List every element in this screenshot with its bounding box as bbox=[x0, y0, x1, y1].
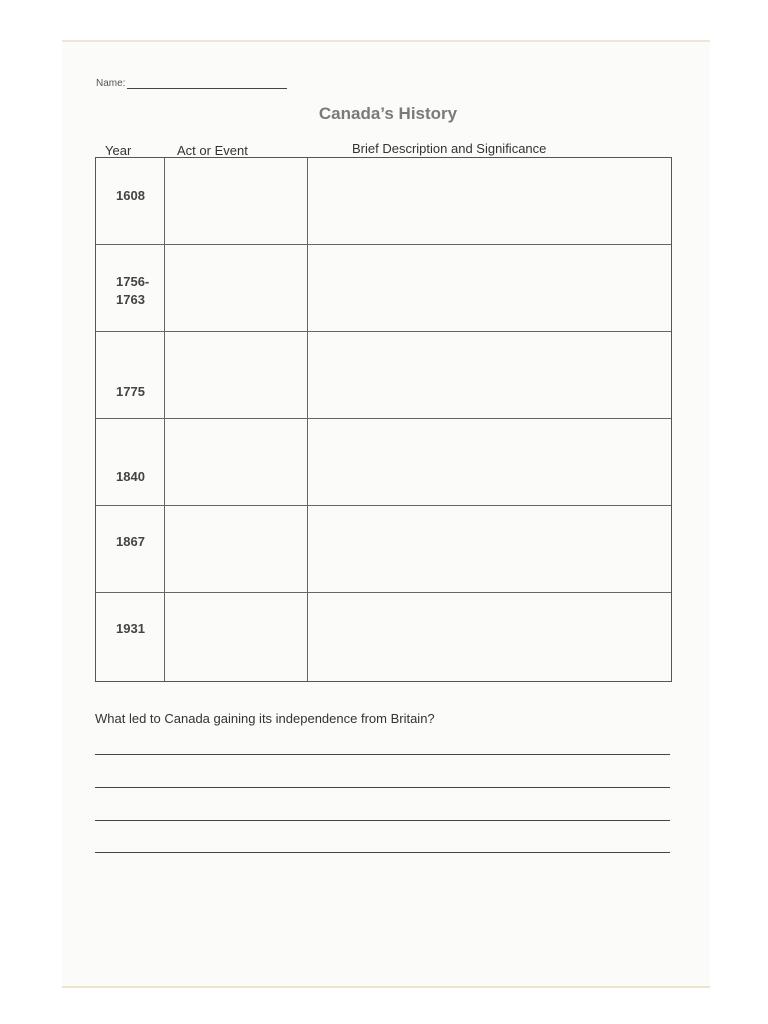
history-table bbox=[95, 157, 672, 682]
header-description: Brief Description and Significance bbox=[352, 141, 547, 156]
year-cell: 1775 bbox=[116, 384, 145, 399]
year-cell: 1756- 1763 bbox=[116, 274, 150, 307]
table-row bbox=[96, 332, 671, 419]
act-cell[interactable] bbox=[165, 158, 307, 244]
name-field-line[interactable] bbox=[127, 76, 287, 89]
table-row bbox=[96, 158, 671, 245]
act-cell[interactable] bbox=[165, 332, 307, 418]
page-title: Canada’s History bbox=[318, 104, 458, 123]
year-cell: 1931 bbox=[116, 621, 145, 636]
description-cell[interactable] bbox=[308, 245, 671, 331]
answer-line[interactable] bbox=[95, 820, 670, 821]
act-cell[interactable] bbox=[165, 506, 307, 592]
description-cell[interactable] bbox=[308, 506, 671, 592]
description-cell[interactable] bbox=[308, 419, 671, 505]
table-row bbox=[96, 419, 671, 506]
question-text: What led to Canada gaining its independence from Britain? bbox=[95, 711, 435, 726]
table-row bbox=[96, 506, 671, 593]
year-cell: 1867 bbox=[116, 534, 145, 549]
header-year: Year bbox=[105, 143, 132, 158]
name-row bbox=[96, 76, 287, 89]
act-cell[interactable] bbox=[165, 593, 307, 679]
description-cell[interactable] bbox=[308, 158, 671, 244]
answer-line[interactable] bbox=[95, 852, 670, 853]
year-cell: 1608 bbox=[116, 188, 145, 203]
table-row bbox=[96, 593, 671, 680]
answer-line[interactable] bbox=[95, 787, 670, 788]
table-row bbox=[96, 245, 671, 332]
answer-line[interactable] bbox=[95, 754, 670, 755]
description-cell[interactable] bbox=[308, 593, 671, 679]
act-cell[interactable] bbox=[165, 245, 307, 331]
year-cell: 1840 bbox=[116, 469, 145, 484]
name-label: Name: bbox=[96, 78, 126, 89]
act-cell[interactable] bbox=[165, 419, 307, 505]
description-cell[interactable] bbox=[308, 332, 671, 418]
header-act-or-event: Act or Event bbox=[177, 143, 248, 158]
